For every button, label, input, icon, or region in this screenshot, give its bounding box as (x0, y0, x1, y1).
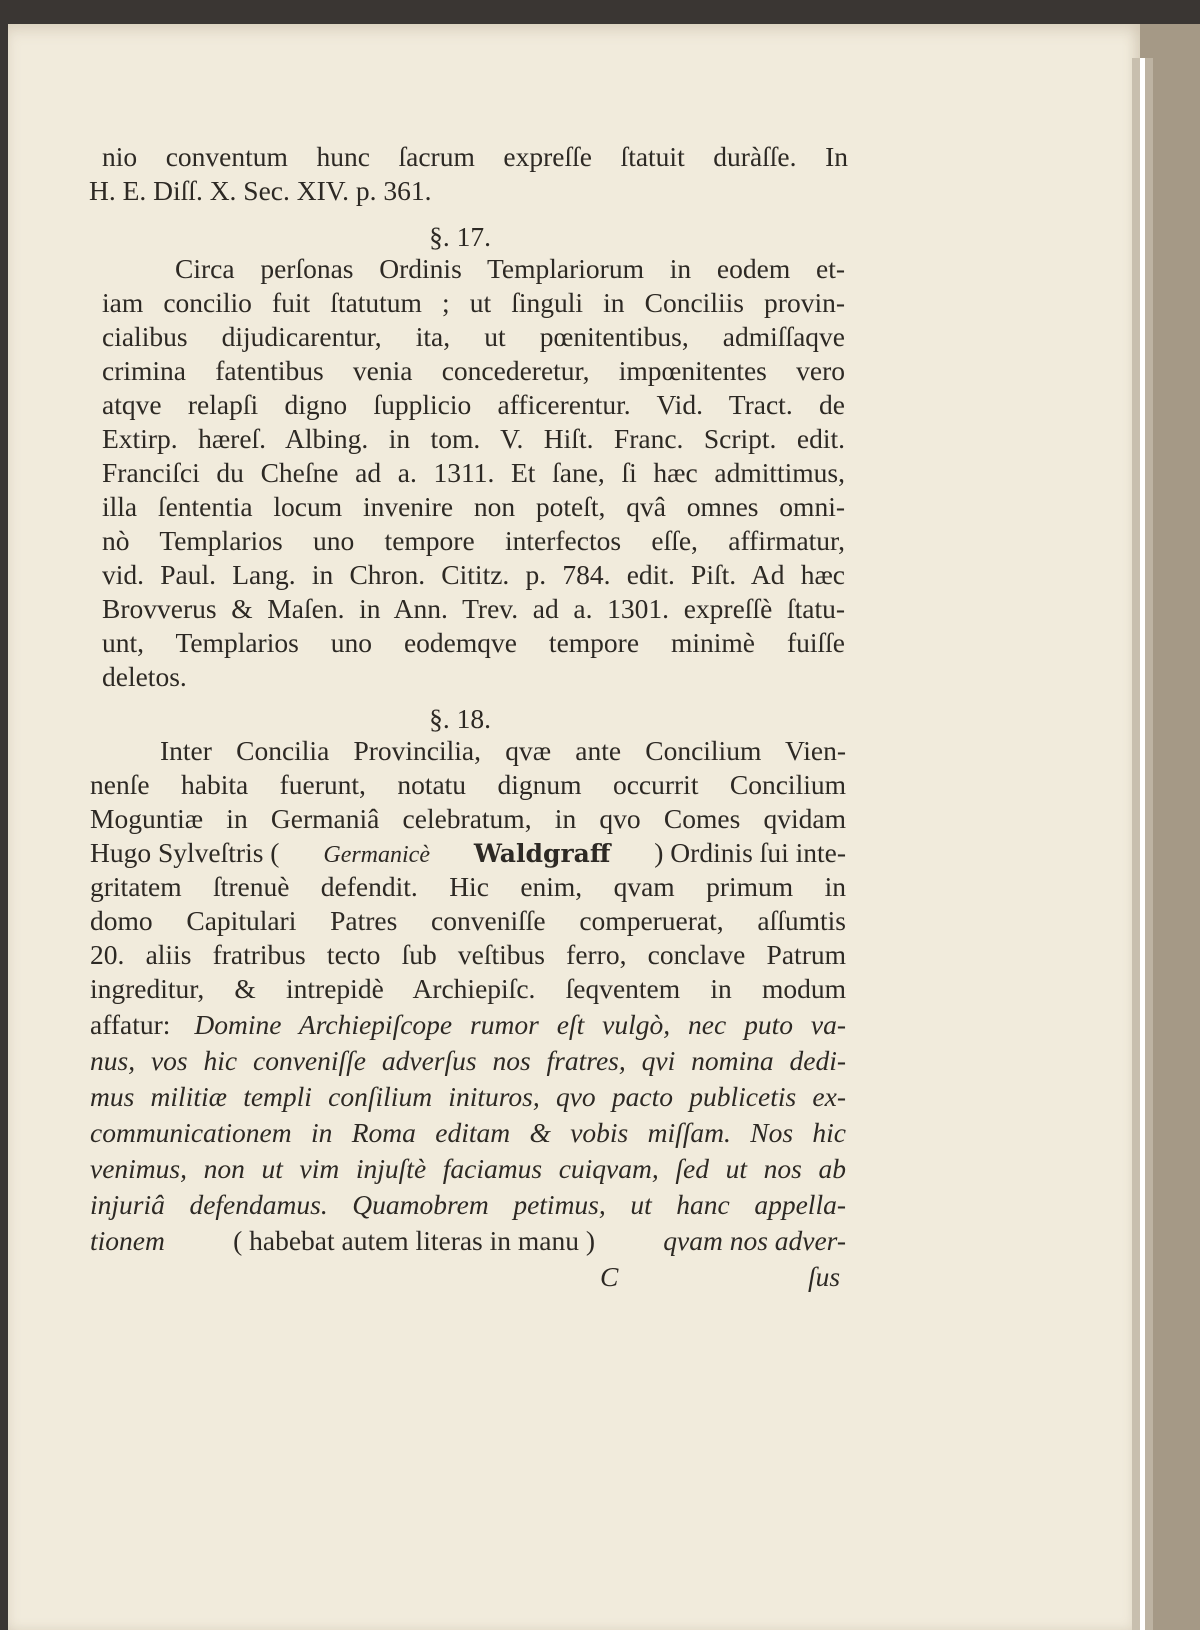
text-line: 20. aliis fratribus tecto ſub veſtibus ferro, conclave Patrum (90, 939, 846, 970)
text-line: deletos. (102, 661, 187, 692)
italic-line: injuriâ defendamus. Quamobrem petimus, ut hanc appella- (90, 1189, 846, 1220)
text-line: unt, Templarios uno eodemqve tempore minimè fuiſſe (102, 627, 845, 658)
section-heading: §. 17. (429, 221, 491, 252)
italic-line: communicationem in Roma editam & vobis miſſam. Nos hic (90, 1117, 846, 1148)
text-line: gritatem ſtrenuè defendit. Hic enim, qvam primum in (90, 871, 846, 902)
text-segment: ( habebat autem literas in manu ) (233, 1225, 596, 1256)
text-line: nio conventum hunc ſacrum expreſſe ſtatuit duràſſe. In (102, 141, 848, 172)
text-line: vid. Paul. Lang. in Chron. Cititz. p. 784. edit. Piſt. Ad hæc (102, 559, 845, 590)
text-segment: ) Ordinis ſui inte- (654, 837, 846, 868)
text-segment: Hugo Sylveſtris ( (90, 837, 280, 868)
text-line: Franciſci du Cheſne ad a. 1311. Et ſane, ſi hæc admittimus, (102, 457, 845, 488)
text-line: atqve relapſi digno ſupplicio afficerentur. Vid. Tract. de (102, 389, 845, 420)
text-line: cialibus dijudicarentur, ita, ut pœnitentibus, admiſſaqve (102, 321, 845, 352)
text-line: Inter Concilia Provincilia, qvæ ante Concilium Vien- (160, 735, 846, 766)
italic-line: nus, vos hic conveniſſe adverſus nos fratres, qvi nomina dedi- (90, 1045, 846, 1076)
text-segment: affatur: (90, 1009, 171, 1040)
catchword: ſus (808, 1261, 841, 1292)
text-line: iam concilio fuit ſtatutum ; ut ſinguli in Conciliis provin- (102, 287, 845, 318)
italic-segment: tionem (90, 1225, 165, 1256)
text-line: H. E. Diſſ. X. Sec. XIV. p. 361. (89, 175, 432, 206)
text-line: Extirp. hæreſ. Albing. in tom. V. Hiſt. Franc. Script. edit. (102, 423, 845, 454)
text-line (90, 1227, 846, 1255)
text-line: nò Templarios uno tempore interfectos eſſe, affirmatur, (102, 525, 845, 556)
italic-segment: Germanicè (323, 842, 430, 868)
italic-line: venimus, non ut vim injuſtè faciamus cuiqvam, ſed ut nos ab (90, 1153, 846, 1184)
text-line: domo Capitulari Patres conveniſſe comperuerat, aſſumtis (90, 905, 846, 936)
text-line: nenſe habita fuerunt, notatu dignum occurrit Concilium (90, 769, 846, 800)
text-line (90, 839, 846, 867)
italic-segment: qvam nos adver- (663, 1225, 846, 1256)
section-heading: §. 18. (429, 703, 491, 734)
italic-segment: Domine Archiepiſcope rumor eſt vulgò, nec puto va- (194, 1009, 846, 1040)
text-line (90, 1011, 846, 1039)
italic-line: mus militiæ templi conſilium inituros, qvo pacto publicetis ex- (90, 1081, 846, 1112)
page-edge-shadow (1145, 58, 1153, 1630)
signature-mark: C (600, 1261, 619, 1292)
page-edge (1132, 58, 1140, 1630)
fraktur-word: Waldgraff (473, 839, 611, 868)
text-line: crimina fatentibus venia concederetur, impœnitentes vero (102, 355, 845, 386)
text-line: ingreditur, & intrepidè Archiepiſc. ſeqventem in modum (90, 973, 846, 1004)
text-line: Brovverus & Maſen. in Ann. Trev. ad a. 1301. expreſſè ſtatu- (102, 593, 845, 624)
text-line: Circa perſonas Ordinis Templariorum in eodem et- (175, 253, 845, 284)
text-line: Moguntiæ in Germaniâ celebratum, in qvo Comes qvidam (90, 803, 846, 834)
text-line: illa ſententia locum invenire non poteſt, qvâ omnes omni- (102, 491, 845, 522)
